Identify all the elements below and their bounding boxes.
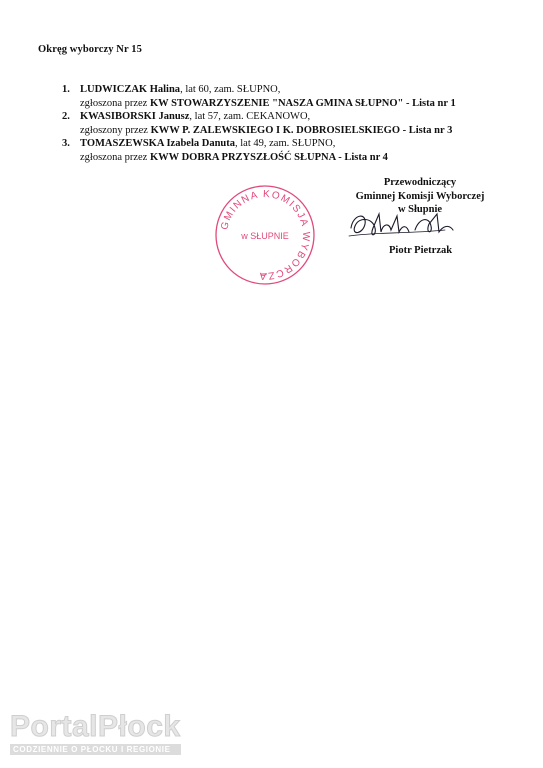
candidate-name: TOMASZEWSKA Izabela Danuta bbox=[80, 138, 236, 149]
commission-stamp bbox=[211, 181, 319, 289]
registered-by-label: zgłoszona przez bbox=[80, 151, 150, 163]
committee-name: KWW P. ZALEWSKIEGO I K. DOBROSIELSKIEGO - Lista nr 3 bbox=[150, 124, 453, 136]
candidate-details: , lat 57, zam. CEKANOWO, bbox=[189, 111, 311, 122]
candidate-list bbox=[62, 83, 522, 164]
list-item bbox=[62, 137, 522, 164]
registered-by-label: zgłoszony przez bbox=[80, 124, 151, 136]
signer-name: Piotr Pietrzak bbox=[389, 245, 453, 256]
commission-name: Gminnej Komisji Wyborczej bbox=[355, 190, 485, 202]
registered-by-label: zgłoszona przez bbox=[80, 97, 150, 109]
watermark-logo: PortalPłock bbox=[10, 710, 181, 743]
stamp-ring-text: GMINNA KOMISJA WYBORCZA bbox=[219, 188, 312, 282]
district-title: Okręg wyborczy Nr 15 bbox=[38, 44, 142, 55]
candidate-details: , lat 60, zam. SŁUPNO, bbox=[180, 84, 281, 95]
candidate-number: 3. bbox=[62, 138, 70, 149]
handwritten-signature bbox=[345, 208, 465, 242]
portal-watermark bbox=[10, 712, 181, 755]
list-item bbox=[62, 110, 522, 137]
committee-name: KW STOWARZYSZENIE "NASZA GMINA SŁUPNO" - Lista nr 1 bbox=[149, 97, 456, 109]
candidate-name: KWASIBORSKI Janusz bbox=[80, 111, 190, 122]
candidate-number: 1. bbox=[62, 84, 70, 95]
list-item bbox=[62, 83, 522, 110]
candidate-name: LUDWICZAK Halina bbox=[80, 84, 181, 95]
commission-location: w Słupnie bbox=[397, 204, 443, 215]
committee-name: KWW DOBRA PRZYSZŁOŚĆ SŁUPNA - Lista nr 4 bbox=[149, 151, 388, 163]
candidate-details: , lat 49, zam. SŁUPNO, bbox=[235, 138, 336, 149]
candidate-number: 2. bbox=[62, 111, 70, 122]
stamp-center-text: w SŁUPNIE bbox=[241, 231, 289, 241]
chairman-role: Przewodniczący bbox=[383, 177, 457, 188]
watermark-tagline: CODZIENNIE O PŁOCKU I REGIONIE bbox=[10, 744, 181, 755]
